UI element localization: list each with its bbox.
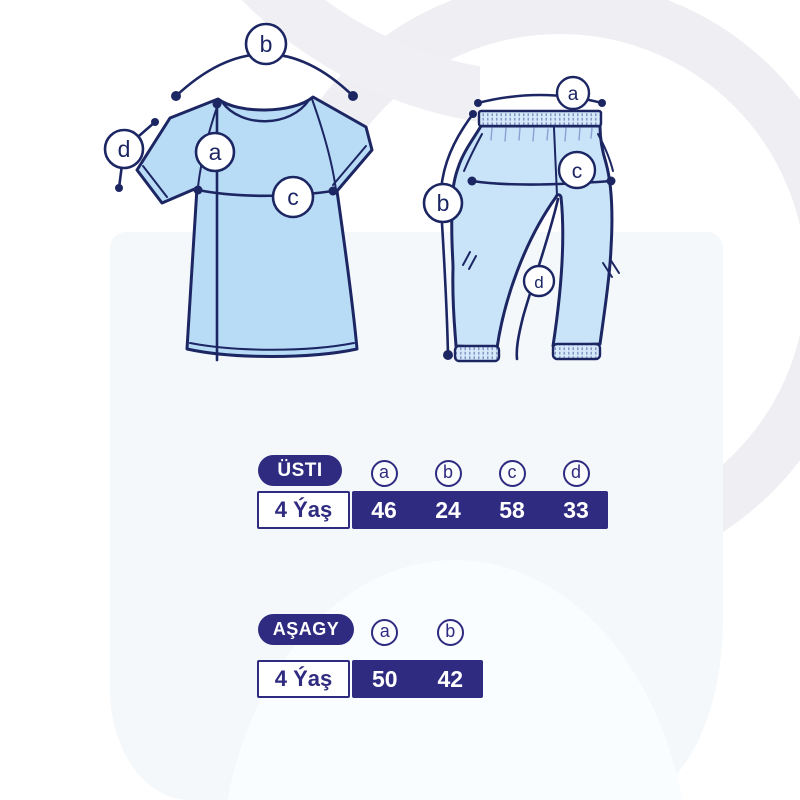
table-bottom-value-a: 50 [371,665,398,692]
measure-dot [348,91,358,101]
table-top-column-a: a [371,460,398,487]
table-bottom-value-b: 42 [437,665,464,692]
tshirt-label-c: c [287,184,299,210]
pants-cuff-right [553,344,600,359]
tshirt-label-a: a [208,139,222,165]
tshirt-label-b: b [259,31,273,57]
table-top-value-d: 33 [563,496,589,523]
table-top-columns [352,459,608,487]
pants-cuff-left [455,346,499,361]
measure-dot [474,99,482,107]
pants-waistband [479,111,601,126]
measure-dot [598,99,606,107]
measure-dot [171,91,181,101]
table-top-column-b: b [435,460,462,487]
table-bottom-column-a: a [371,619,398,646]
table-top-size-cell: 4 Ýaş [257,491,350,529]
table-bottom-column-b: b [437,619,464,646]
table-top-values [352,491,608,529]
measure-dot [443,350,453,360]
pants-label-d: d [534,273,544,292]
pants-label-c: c [571,160,583,183]
measure-dot [213,100,222,109]
tshirt-drawing [137,97,372,357]
measure-dot [194,186,203,195]
measure-dot [607,177,616,186]
table-top-value-c: 58 [499,496,525,523]
table-bottom-title-pill: AŞAGY [258,614,354,645]
table-bottom-columns [352,618,483,646]
tshirt-label-d: d [117,136,131,162]
table-top-value-b: 24 [435,496,461,523]
table-top-title-pill: ÜSTI [258,455,342,486]
pants-label-a: a [567,84,579,105]
measure-dot [115,184,123,192]
measure-dot [469,110,477,118]
pants-drawing [452,111,619,361]
table-top-column-c: c [499,460,526,487]
table-top-column-d: d [563,460,590,487]
table-bottom-values [352,660,483,698]
measure-dot [151,118,159,126]
tshirt-body [137,97,372,357]
table-top-value-a: 46 [371,496,397,523]
table-bottom-size-cell: 4 Ýaş [257,660,350,698]
measure-dot [468,177,477,186]
pants-label-b: b [436,190,450,216]
measure-dot [329,187,338,196]
